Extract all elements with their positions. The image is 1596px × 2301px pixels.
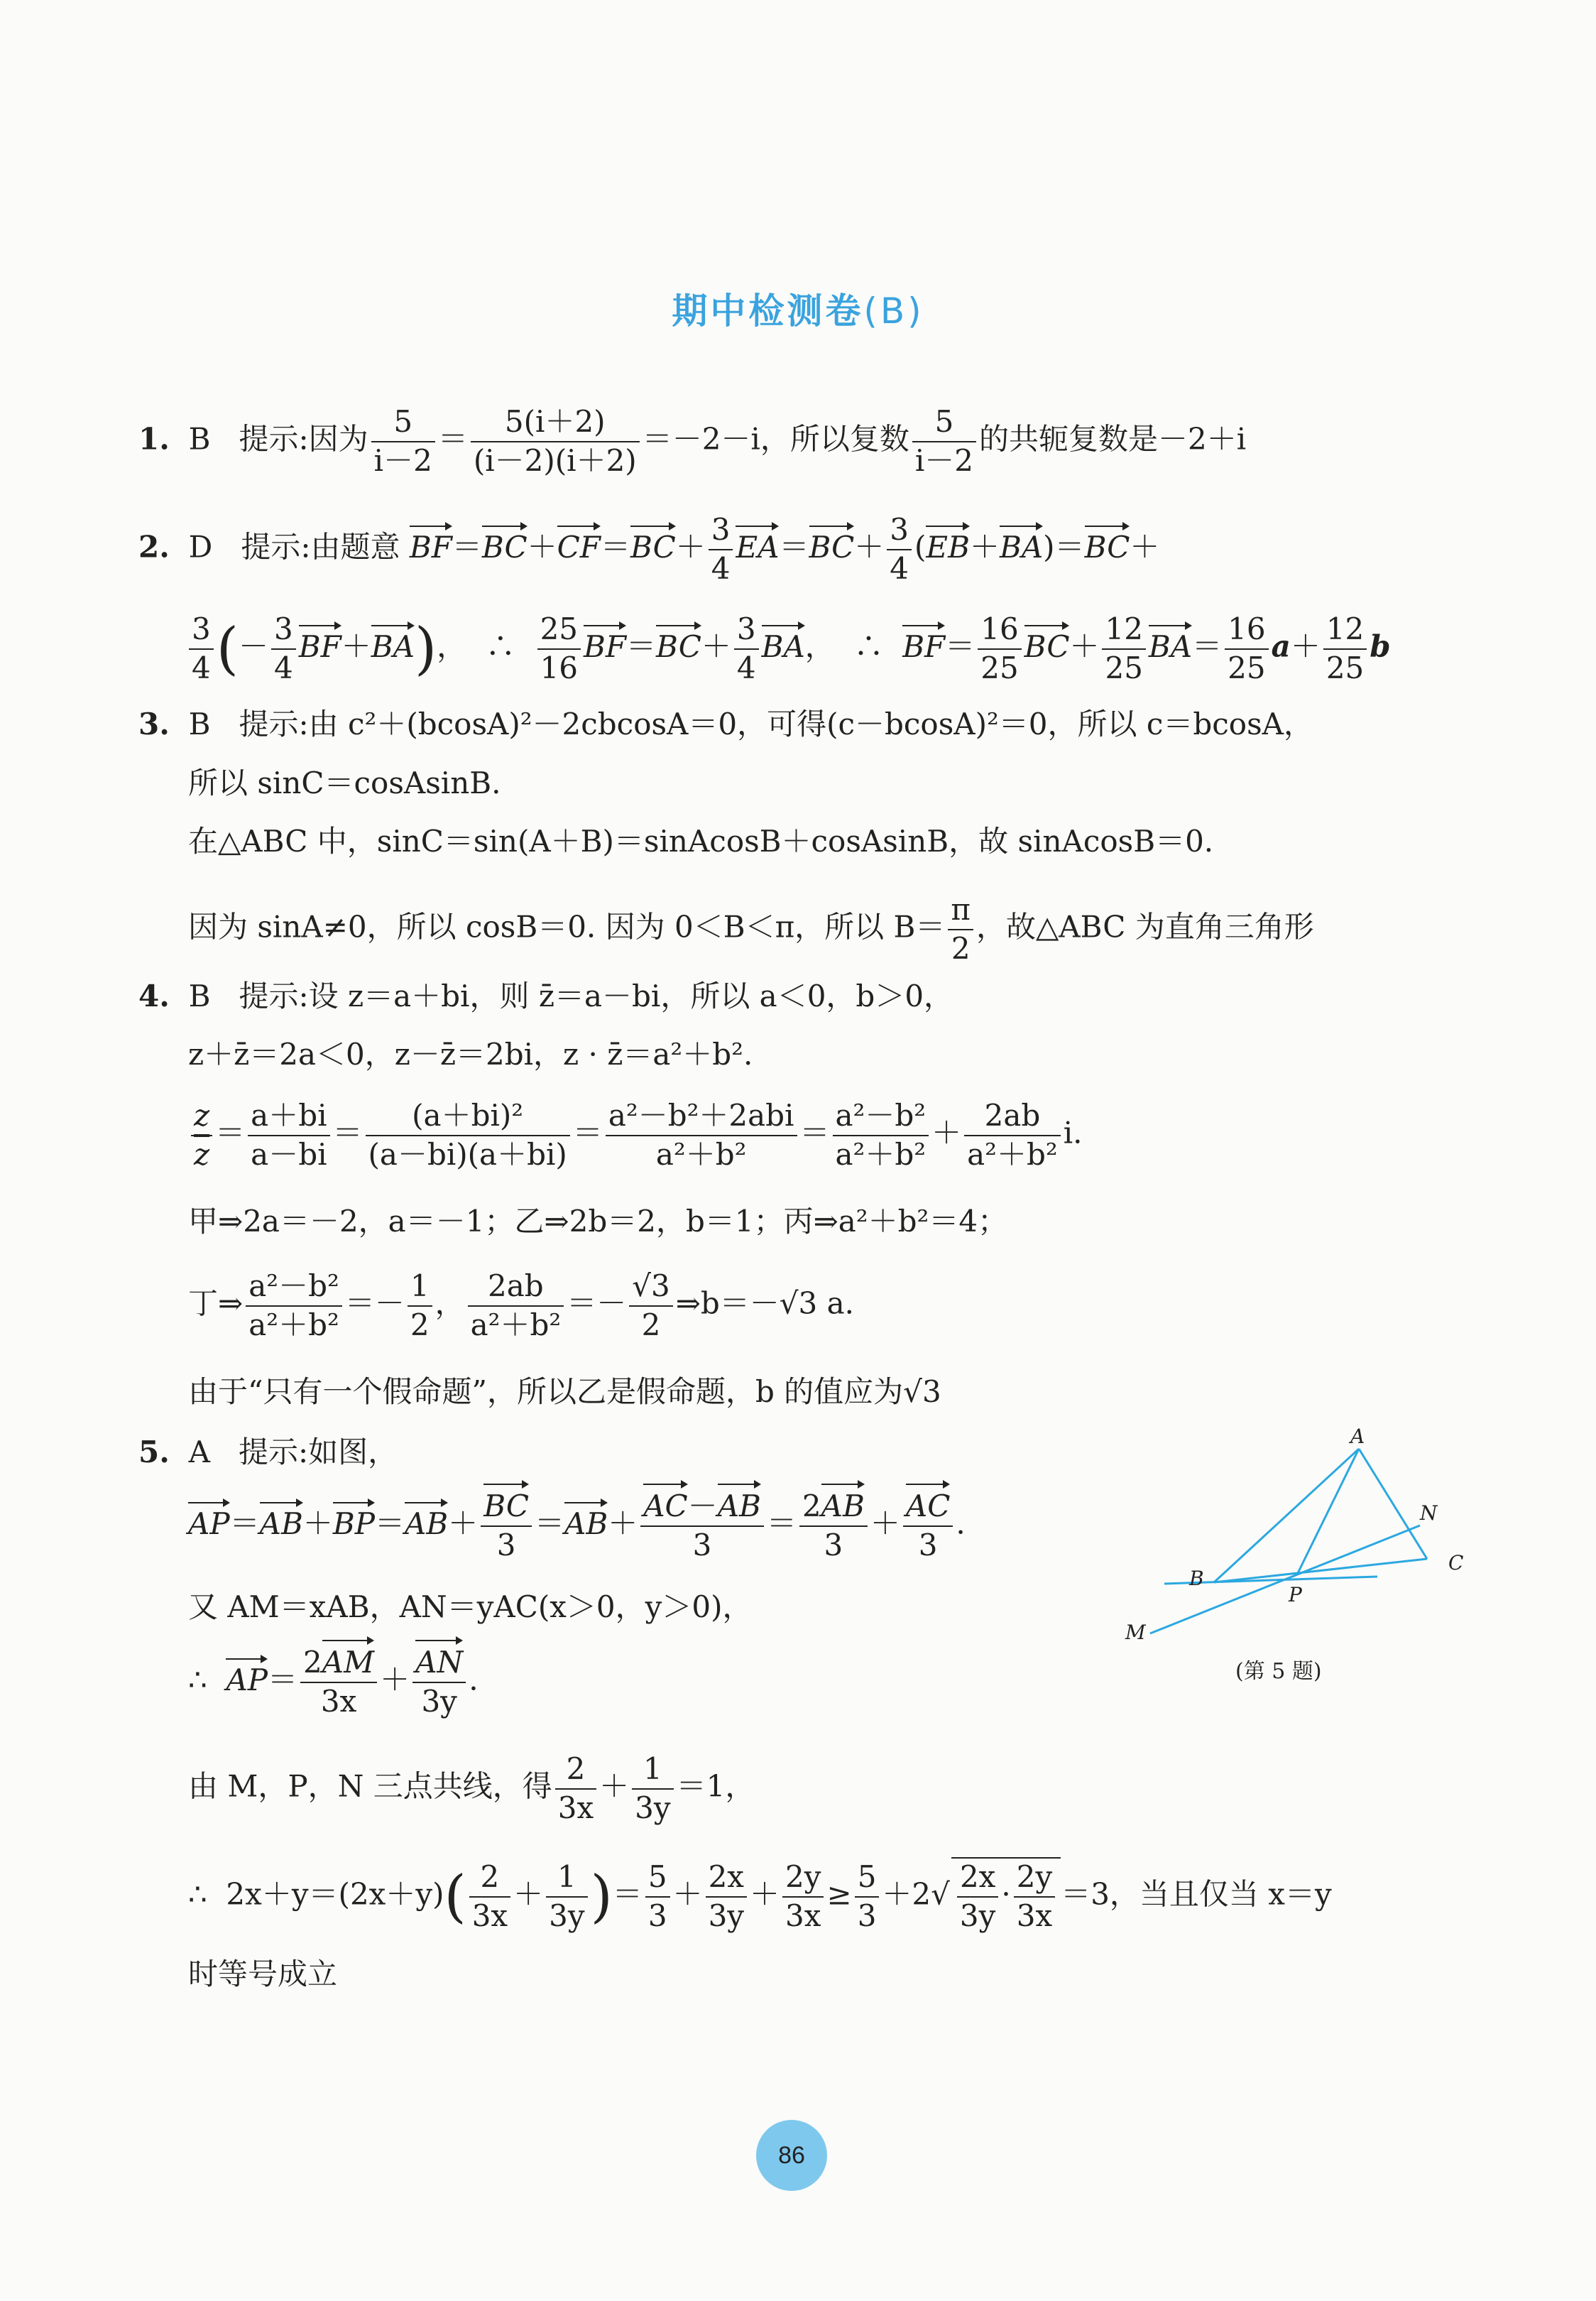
label-C: C [1448, 1551, 1464, 1574]
q4-answer: B [188, 979, 211, 1013]
triangle-figure [1108, 1420, 1505, 1655]
q1-rest: ，所以复数 [760, 421, 909, 457]
q5-hint: 提示:如图， [238, 1435, 398, 1469]
label-A: A [1350, 1425, 1365, 1448]
q3-line3: 在△ABC 中，sinC＝sin(A＋B)＝sinAcosB＋cosAsinB，故 sinAcosB＝0. [188, 824, 1214, 859]
q3-line1 [138, 707, 1313, 742]
q3-text4b: ，故△ABC 为直角三角形 [976, 909, 1314, 945]
q3-number: 3. [138, 707, 170, 741]
title-suffix: (B) [863, 290, 924, 332]
q5-line7: 时等号成立 [188, 1957, 338, 1991]
q4-line1 [138, 979, 953, 1014]
q1-result: ＝－2－i [642, 421, 760, 457]
edge-AM [1214, 1449, 1359, 1582]
q3-line2: 所以 sinC＝cosAsinB. [188, 766, 501, 800]
q5-line2: AP＝AB＋BP＝AB＋ $\frac{BC}{3}$ ＝AB＋ $\frac{AC-AB}{3}$ ＝ $\frac{2AB}{3}$ ＋ $\frac{AC}{3}$ . [188, 1489, 966, 1562]
label-N: N [1420, 1501, 1438, 1525]
q1-frac2: $\frac{5(i+2)}{(i-2)(i+2)}$ [471, 403, 640, 479]
q4-line2: z＋z̄＝2a＜0，z－z̄＝2bi，z · z̄＝a²＋b². [188, 1037, 753, 1072]
page-number-badge: 86 [756, 2120, 827, 2191]
figure-caption: (第 5 题) [1235, 1659, 1322, 1684]
q2-number: 2. [138, 529, 170, 565]
q1-line [138, 403, 1246, 479]
q5-text5: 由 M，P，N 三点共线，得 [188, 1768, 552, 1804]
page-title [0, 283, 1596, 334]
q3-line4 [188, 891, 1314, 967]
q5-text6: ＝3，当且仅当 x＝y [1061, 1876, 1332, 1912]
q1-frac3: $\frac{5}{i-2}$ [912, 403, 976, 479]
q4-line4: 甲⇒2a＝－2，a＝－1；乙⇒2b＝2，b＝1；丙⇒a²＋b²＝4； [188, 1204, 1008, 1239]
q4-line3: $\frac{z}{z}$ ＝ $\frac{a+bi}{a-bi}$ ＝ $\frac{\text{(a＋bi)²}}{(a-bi)(a+bi)}$ ＝ $\frac{\text{a²－b²＋2abi}}{\text{a²＋b²}}$ ＝ $\frac{\text{a²－b²}}{\text{a²＋b²}}$ ＋ $\frac{2ab}{\text{a²＋b²}}$ i. [188, 1097, 1083, 1173]
q5-line3: 又 AM＝xAB，AN＝yAC(x＞0，y＞0)， [188, 1589, 753, 1624]
q1-answer: B [188, 421, 211, 457]
label-P: P [1289, 1583, 1302, 1606]
q4-text1: 提示:设 z＝a＋bi，则 z̄＝a－bi，所以 a＜0，b＞0， [239, 979, 954, 1013]
q3-text4: 因为 sinA≠0，所以 cosB＝0. 因为 0＜B＜π，所以 B＝ [188, 909, 946, 945]
q2-answer: D [188, 529, 213, 565]
q1-number: 1. [138, 421, 170, 457]
q3-text1: 提示:由 c²＋(bcosA)²－2cbcosA＝0，可得(c－bcosA)²＝0，所以 c＝bcosA， [239, 707, 1313, 741]
q1-hint: 提示:因为 [239, 421, 368, 457]
q5-line6: ∴ 2x＋y＝(2x＋y)( $\frac{2}{3x}$ ＋ $\frac{1}{3y}$ )＝ $\frac{5}{3}$ ＋ $\frac{2x}{3y}$ ＋ $\frac{2y}{3x}$ ≥ $\frac{5}{3}$ ＋2√ $\frac{2x}{3y}$ · $\frac{2y}{3x}$ ＝3，当且仅当 x＝y [188, 1857, 1332, 1935]
q2-line2: $\frac{3}{4}$ (－ $\frac{3}{4}$ BF＋BA)， ∴ $\frac{25}{16}$ BF＝BC＋ $\frac{3}{4}$ BA， ∴ BF＝ $\frac{16}{25}$ BC＋ $\frac{12}{25}$ BA＝ $\frac{16}{25}$ a＋ $\frac{12}{25}$ b [186, 611, 1391, 687]
q1-conclusion: 的共轭复数是－2＋i [979, 421, 1247, 457]
edge-AC [1359, 1449, 1427, 1559]
q5-number: 5. [138, 1435, 170, 1469]
label-B: B [1189, 1567, 1204, 1590]
q3-frac: $\frac{\pi}{2}$ [948, 891, 973, 967]
label-M: M [1125, 1621, 1146, 1644]
q2-hint: 提示:由题意 [241, 529, 400, 565]
q5-line5: 由 M，P，N 三点共线，得 $\frac{2}{3x}$ ＋ $\frac{1}{3y}$ ＝1， [188, 1751, 755, 1825]
q4-number: 4. [138, 979, 170, 1013]
q3-answer: B [188, 707, 211, 741]
q1-frac1: $\frac{5}{i-2}$ [371, 403, 435, 479]
q4-line6: 由于“只有一个假命题”，所以乙是假命题，b 的值应为√3 [188, 1374, 941, 1409]
title-main: 期中检测卷 [672, 290, 864, 332]
q5-answer: A [188, 1435, 210, 1469]
q5-line4: ∴ AP＝ $\frac{2AM}{3x}$ ＋ $\frac{AN}{3y}$ . [188, 1645, 479, 1719]
q5-line1 [138, 1435, 398, 1470]
q1-eq: ＝ [437, 421, 468, 457]
q4-line5: 丁⇒ $\frac{\text{a²－b²}}{\text{a²＋b²}}$ ＝－ $\frac{1}{2}$ ， $\frac{2ab}{\text{a²＋b²}}$ ＝－ $\frac{√3}{2}$ ⇒b＝－√3 a. [188, 1268, 854, 1342]
q2-line1: 2. D 提示:由题意 BF＝BC＋CF＝BC＋ $\frac{3}{4}$ EA＝BC＋ $\frac{3}{4}$ (EB＋BA)＝BC＋ [138, 512, 1160, 586]
